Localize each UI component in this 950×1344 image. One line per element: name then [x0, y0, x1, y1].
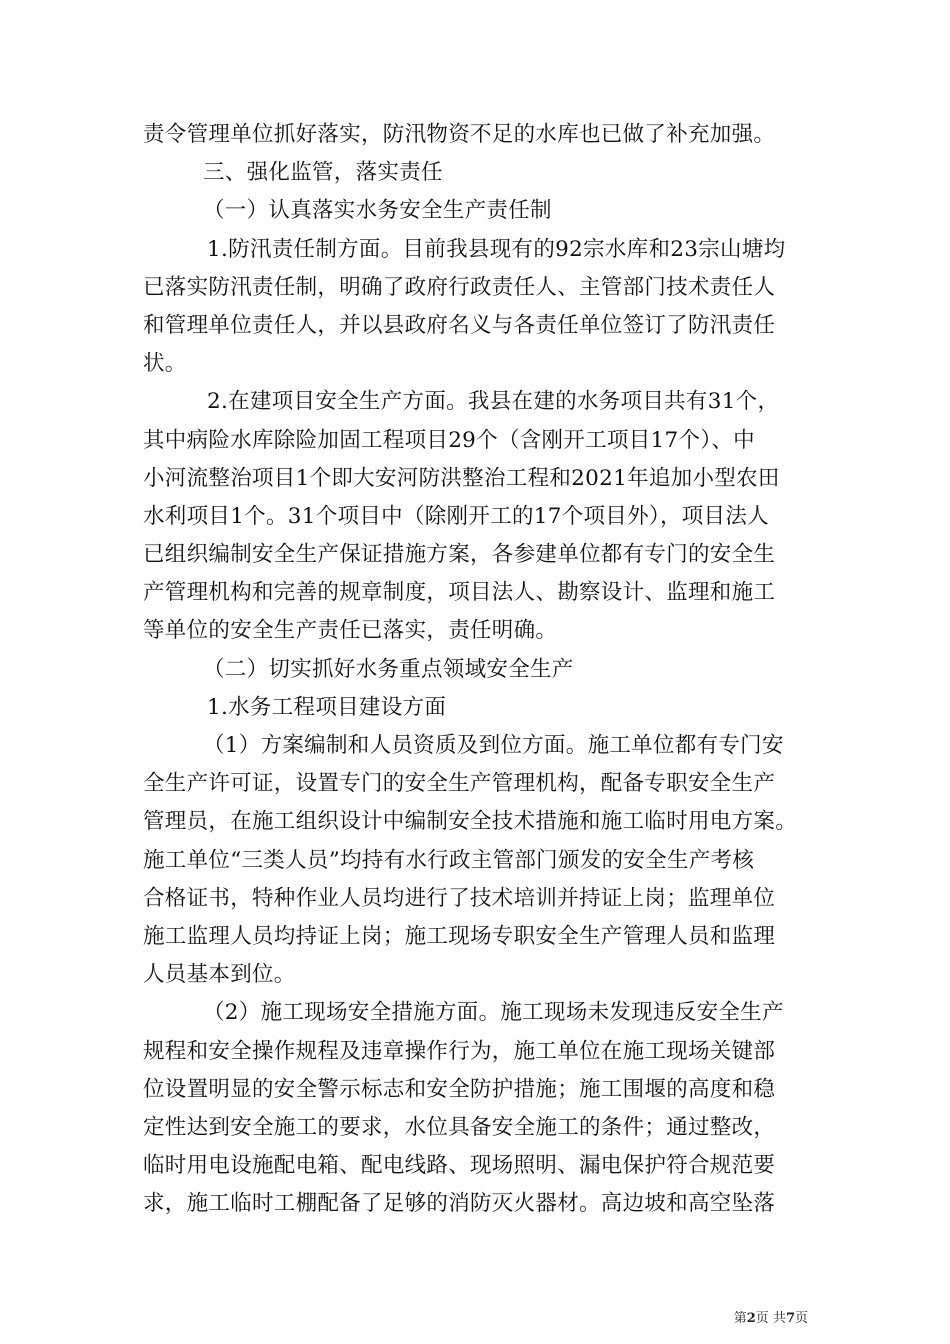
- subsection-heading: （一）认真落实水务安全生产责任制: [203, 198, 552, 224]
- text-line: 已组织编制安全生产保证措施方案，各参建单位都有专门的安全生: [143, 542, 776, 568]
- text-line: 规程和安全操作规程及违章操作行为，施工单位在施工现场关键部: [143, 1038, 776, 1064]
- text-line: （1）方案编制和人员资质及到位方面。施工单位都有专门安: [203, 733, 784, 758]
- footer-suffix: 页: [794, 1311, 808, 1326]
- text-line: 施工监理人员均持证上岗；施工现场专职安全生产管理人员和监理: [143, 923, 776, 949]
- text-line: 和管理单位责任人，并以县政府名义与各责任单位签订了防汛责任: [143, 312, 776, 338]
- text-line: 责令管理单位抓好落实，防汛物资不足的水库也已做了补充加强。: [143, 122, 776, 147]
- footer-middle: 页 共: [755, 1311, 786, 1326]
- text-line: 状。: [143, 351, 187, 377]
- text-line: 小河流整治项目1个即大安河防洪整治工程和2021年追加小型农田: [143, 465, 780, 491]
- text-line: 其中病险水库除险加固工程项目29个（含刚开工项目17个）、中: [143, 427, 755, 453]
- text-line: 全生产许可证，设置专门的安全生产管理机构，配备专职安全生产: [143, 771, 776, 797]
- subsection-heading: （二）切实抓好水务重点领域安全生产: [203, 656, 574, 682]
- footer-prefix: 第: [733, 1311, 747, 1326]
- text-line: 人员基本到位。: [143, 962, 296, 988]
- text-line: 已落实防汛责任制，明确了政府行政责任人、主管部门技术责任人: [143, 274, 776, 300]
- text-line: 管理员，在施工组织设计中编制安全技术措施和施工临时用电方案。: [143, 809, 798, 835]
- text-line: 1.防汛责任制方面。目前我县现有的92宗水库和23宗山塘均: [207, 236, 786, 262]
- text-line: 位设置明显的安全警示标志和安全防护措施；施工围堰的高度和稳: [143, 1076, 776, 1102]
- text-line: 等单位的安全生产责任已落实，责任明确。: [143, 618, 558, 644]
- text-line: 临时用电设施配电箱、配电线路、现场照明、漏电保护符合规范要: [143, 1153, 776, 1179]
- text-line: 求，施工临时工棚配备了足够的消防灭火器材。高边坡和高空坠落: [143, 1191, 776, 1217]
- text-line: 定性达到安全施工的要求，水位具备安全施工的条件；通过整改，: [143, 1114, 776, 1140]
- section-heading: 三、强化监管，落实责任: [203, 160, 443, 186]
- text-line: 水利项目1个。31个项目中（除刚开工的17个项目外），项目法人: [143, 503, 769, 529]
- item-heading: 1.水务工程项目建设方面: [207, 694, 447, 720]
- text-line: 产管理机构和完善的规章制度，项目法人、勘察设计、监理和施工: [143, 580, 776, 606]
- document-body: [143, 116, 803, 1223]
- text-line: 合格证书，特种作业人员均进行了技术培训并持证上岗；监理单位: [143, 885, 776, 911]
- text-line: （2）施工现场安全措施方面。施工现场未发现违反安全生产: [203, 1000, 784, 1026]
- page-number-footer: [734, 1307, 808, 1326]
- text-line: 2.在建项目安全生产方面。我县在建的水务项目共有31个，: [207, 389, 780, 415]
- text-line: 施工单位“三类人员”均持有水行政主管部门颁发的安全生产考核: [143, 847, 755, 873]
- total-page-number: 7: [785, 1311, 795, 1326]
- current-page-number: 2: [746, 1311, 756, 1326]
